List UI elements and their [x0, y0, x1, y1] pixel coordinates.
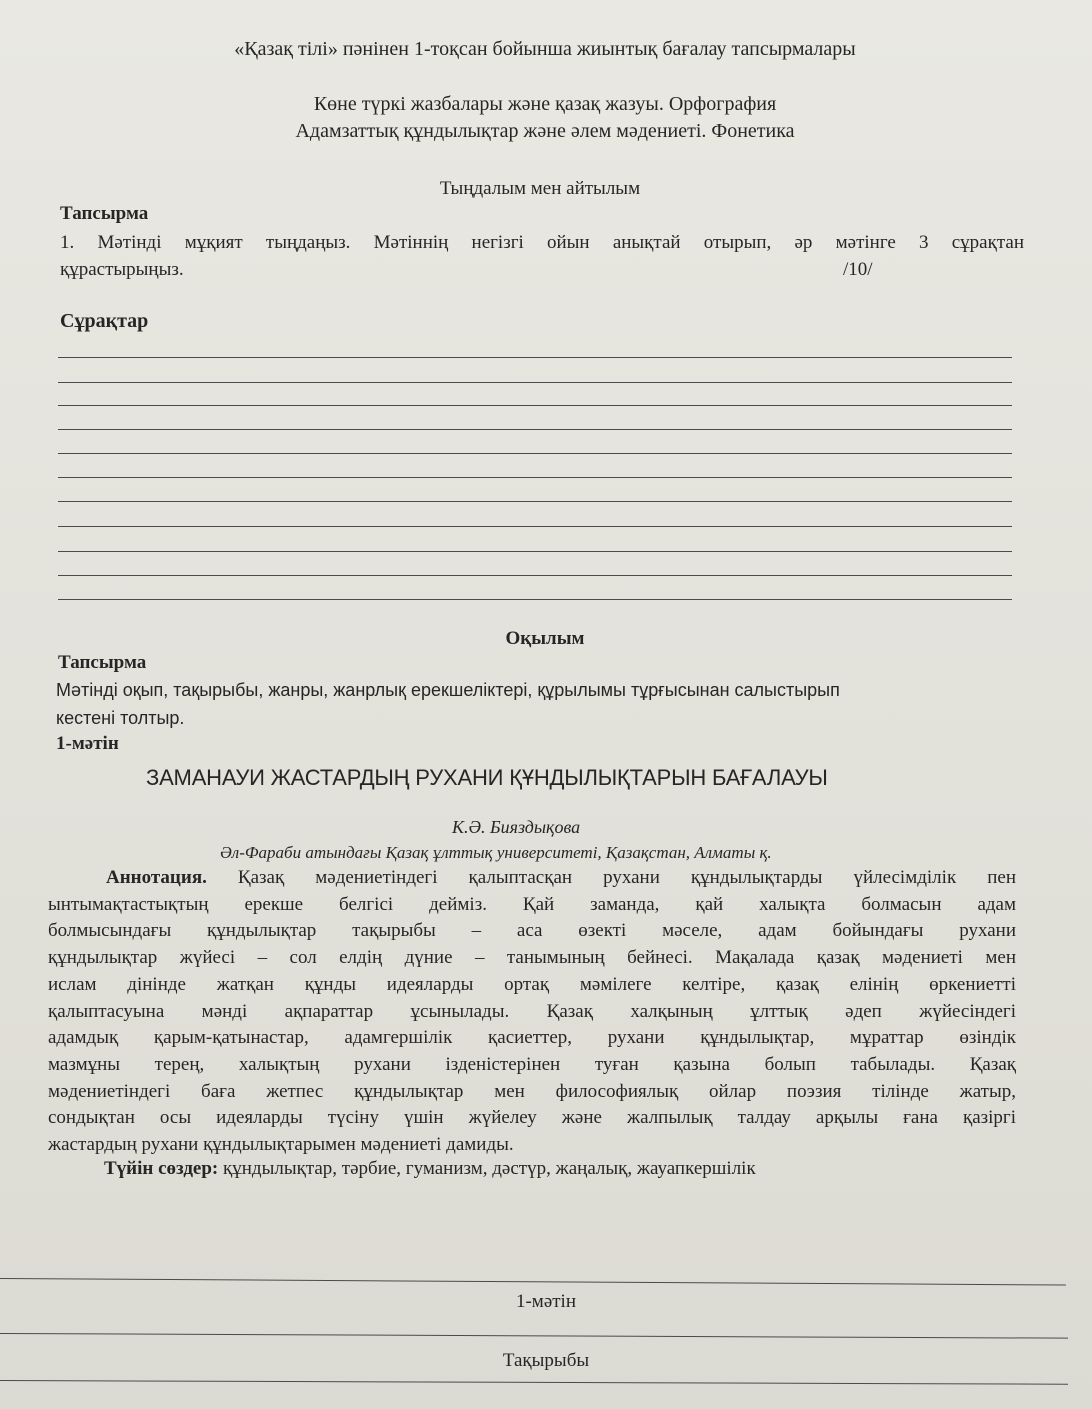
answer-line[interactable]: [58, 501, 1012, 502]
answer-line[interactable]: [58, 599, 1012, 600]
listening-task-label: Тапсырма: [60, 203, 149, 224]
table-cell-text-number[interactable]: 1-мәтін: [515, 1291, 577, 1312]
abstract-line: жастардың рухани құндылықтарымен мәдениеті дамиды.: [48, 1134, 514, 1156]
answer-line[interactable]: [58, 357, 1012, 358]
table-border: [0, 1380, 1068, 1385]
abstract-line: құндылықтар жүйесі – сол елдің дүние – танымының бейнесі. Мақалада қазақ мәдениеті мен: [48, 947, 1016, 969]
abstract-line: қалыптасуына мәнді ақпараттар ұсынылады. Қазақ халқының ұлттық әдеп жүйесіндегі: [48, 1000, 1016, 1022]
article-affiliation: Әл-Фараби атындағы Қазақ ұлттық университеті, Қазақстан, Алматы қ.: [220, 843, 772, 862]
reading-task-line1: Мәтінді оқып, тақырыбы, жанры, жанрлық ерекшеліктері, құрылымы тұрғысынан салыстырып: [56, 680, 840, 700]
abstract-line: ислам дінінде жатқан құнды идеяларды ортақ мәмілеге келтіре, қазақ елінің өркениетті: [48, 973, 1016, 995]
answer-line[interactable]: [58, 575, 1012, 576]
answer-line[interactable]: [58, 405, 1012, 406]
listening-task-line1: 1. Мәтінді мұқият тыңдаңыз. Мәтіннің негізгі ойын анықтай отырып, әр мәтінге 3 сұрақтан: [60, 232, 1024, 253]
table-border: [0, 1333, 1068, 1339]
answer-line[interactable]: [58, 551, 1012, 552]
section-title-1: Көне түркі жазбалары және қазақ жазуы. Орфография: [313, 93, 777, 115]
abstract-line: мәдениетіндегі баға жетпес құндылықтар мен философиялық ойлар поэзия тілінде жатыр,: [48, 1080, 1016, 1102]
questions-label: Сұрақтар: [60, 310, 149, 332]
reading-task-line2: кестені толтыр.: [56, 708, 185, 728]
keywords-label: Түйін сөздер:: [104, 1158, 219, 1179]
score-badge: /10/: [843, 259, 873, 280]
article-abstract: [48, 865, 1016, 1159]
keywords-text: құндылықтар, тәрбие, гуманизм, дәстүр, жаңалық, жауапкершілік: [223, 1158, 756, 1179]
section-title-2: Адамзаттық құндылықтар және әлем мәдениеті. Фонетика: [295, 120, 795, 142]
abstract-line: болмысындағы құндылықтар тақырыбы – аса өзекті мәселе, адам бойындағы рухани: [48, 920, 1016, 942]
abstract-line: ынтымақтастықтың ерекше белгісі дейміз. Қай заманда, қай халықта болмасын адам: [48, 893, 1016, 915]
abstract-line: сондықтан осы идеяларды түсіну үшін жүйелеу және жалпылық талдау арқылы ғана қазіргі: [48, 1107, 1016, 1129]
answer-line[interactable]: [58, 429, 1012, 430]
abstract-line: мазмұны терең, халықтың рухани ізденістерінен туған қазына болып табылады. Қазақ: [48, 1053, 1016, 1075]
answer-line[interactable]: [58, 526, 1012, 527]
table-border: [0, 1278, 1066, 1286]
worksheet-title: «Қазақ тілі» пәнінен 1-тоқсан бойынша жиынтық бағалау тапсырмалары: [234, 38, 856, 60]
reading-task-label: Тапсырма: [58, 652, 147, 673]
keywords-row: [104, 1158, 756, 1180]
reading-heading: Оқылым: [505, 628, 585, 649]
text-number-label: 1-мәтін: [56, 733, 119, 754]
abstract-line: Қазақ мәдениетіндегі қалыптасқан рухани құндылықтарды үйлесімділік пен: [237, 867, 1016, 888]
table-cell-topic[interactable]: Тақырыбы: [502, 1350, 590, 1371]
abstract-line: адамдық қарым-қатынастар, адамгершілік қасиеттер, рухани құндылықтар, мұраттар өзіндік: [48, 1027, 1016, 1049]
article-title: ЗАМАНАУИ ЖАСТАРДЫҢ РУХАНИ ҚҰНДЫЛЫҚТАРЫН БАҒАЛАУЫ: [146, 765, 828, 790]
listening-heading: Тыңдалым мен айтылым: [439, 178, 641, 199]
listening-task-line2: құрастырыңыз.: [60, 259, 184, 280]
answer-line[interactable]: [58, 453, 1012, 454]
answer-line[interactable]: [58, 382, 1012, 383]
abstract-label: Аннотация.: [106, 867, 207, 888]
answer-line[interactable]: [58, 477, 1012, 478]
article-author: К.Ә. Бияздықова: [452, 817, 581, 837]
